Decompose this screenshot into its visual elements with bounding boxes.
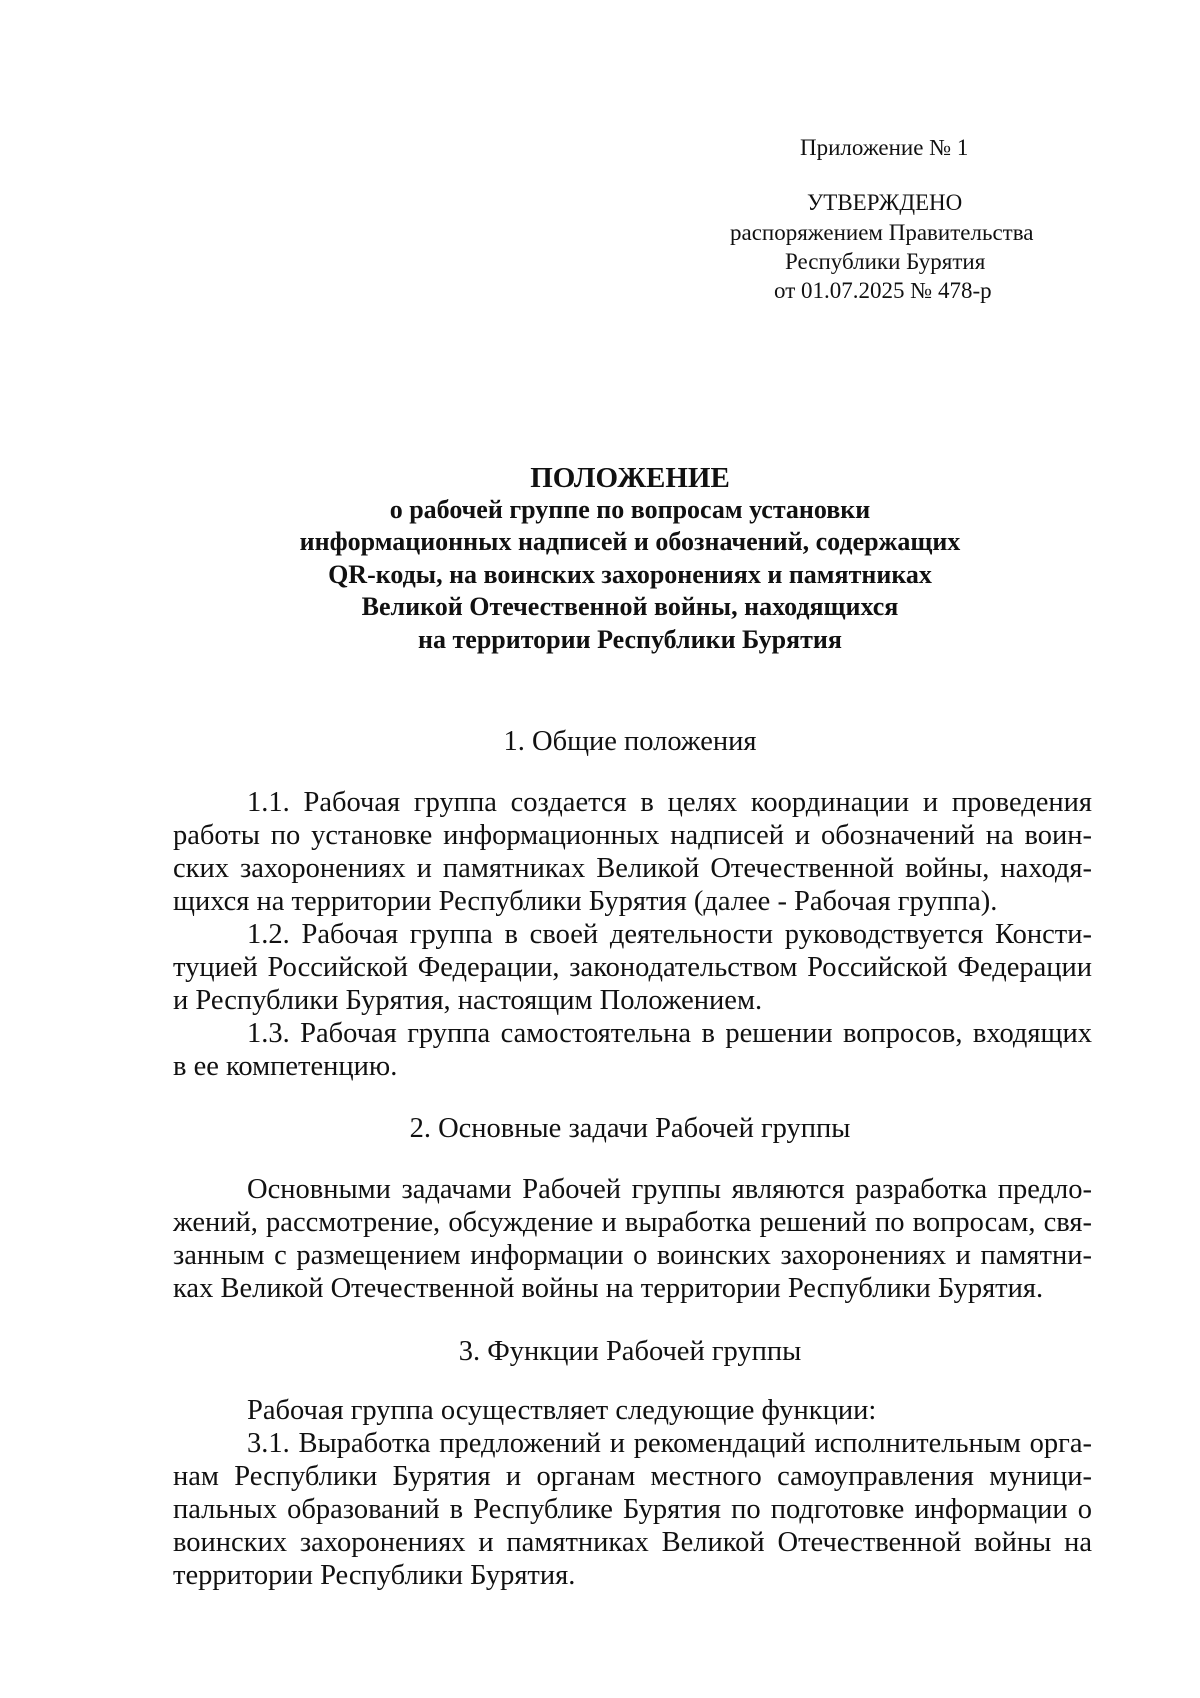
paragraph-line: 1.3. Рабочая группа самостоятельна в решении вопросов, входящих bbox=[247, 1018, 1092, 1049]
approval-order-line: Республики Бурятия bbox=[785, 249, 986, 274]
title-line: информационных надписей и обозначений, содержащих bbox=[299, 527, 961, 556]
paragraph-line: 1.1. Рабочая группа создается в целях координации и проведения bbox=[247, 787, 1092, 818]
paragraph-line: и Республики Бурятия, настоящим Положением. bbox=[173, 985, 763, 1016]
title-main: ПОЛОЖЕНИЕ bbox=[530, 462, 730, 494]
section-heading: 1. Общие положения bbox=[503, 726, 757, 757]
paragraph-line: 3.1. Выработка предложений и рекомендаций исполнительным орга- bbox=[247, 1428, 1092, 1459]
approval-stamp: УТВЕРЖДЕНО bbox=[807, 190, 963, 215]
paragraph-line: туцией Российской Федерации, законодательством Российской Федерации bbox=[173, 952, 1092, 983]
title-line: Великой Отечественной войны, находящихся bbox=[361, 592, 899, 621]
paragraph-line: Основными задачами Рабочей группы являются разработка предло- bbox=[247, 1174, 1092, 1205]
title-line: о рабочей группе по вопросам установки bbox=[389, 495, 871, 524]
paragraph-line: занным с размещением информации о воинских захоронениях и памятни- bbox=[173, 1240, 1092, 1271]
paragraph-line: воинских захоронениях и памятниках Великой Отечественной войны на bbox=[173, 1527, 1092, 1558]
paragraph-line: 1.2. Рабочая группа в своей деятельности руководствуется Консти- bbox=[247, 919, 1092, 950]
paragraph-line: работы по установке информационных надписей и обозначений на воин- bbox=[173, 820, 1092, 851]
paragraph-line: пальных образований в Республике Бурятия по подготовке информации о bbox=[173, 1494, 1092, 1525]
paragraph-line: жений, рассмотрение, обсуждение и выработка решений по вопросам, свя- bbox=[173, 1207, 1092, 1238]
paragraph-line: щихся на территории Республики Бурятия (далее - Рабочая группа). bbox=[173, 886, 998, 917]
paragraph-line: ских захоронениях и памятниках Великой Отечественной войны, находя- bbox=[173, 853, 1092, 884]
title-line: на территории Республики Бурятия bbox=[418, 625, 842, 654]
approval-date: от 01.07.2025 № 478-р bbox=[774, 278, 992, 303]
appendix-label: Приложение № 1 bbox=[800, 135, 969, 160]
section-heading: 3. Функции Рабочей группы bbox=[458, 1336, 802, 1367]
title-line: QR-коды, на воинских захоронениях и памятниках bbox=[328, 560, 932, 589]
paragraph-line: территории Республики Бурятия. bbox=[173, 1560, 576, 1591]
paragraph-line: в ее компетенцию. bbox=[173, 1051, 398, 1082]
paragraph-line: Рабочая группа осуществляет следующие функции: bbox=[247, 1395, 877, 1426]
section-heading: 2. Основные задачи Рабочей группы bbox=[409, 1113, 851, 1144]
paragraph-line: нам Республики Бурятия и органам местного самоуправления муници- bbox=[173, 1461, 1092, 1492]
paragraph-line: ках Великой Отечественной войны на территории Республики Бурятия. bbox=[173, 1273, 1044, 1304]
approval-order-line: распоряжением Правительства bbox=[730, 220, 1034, 245]
